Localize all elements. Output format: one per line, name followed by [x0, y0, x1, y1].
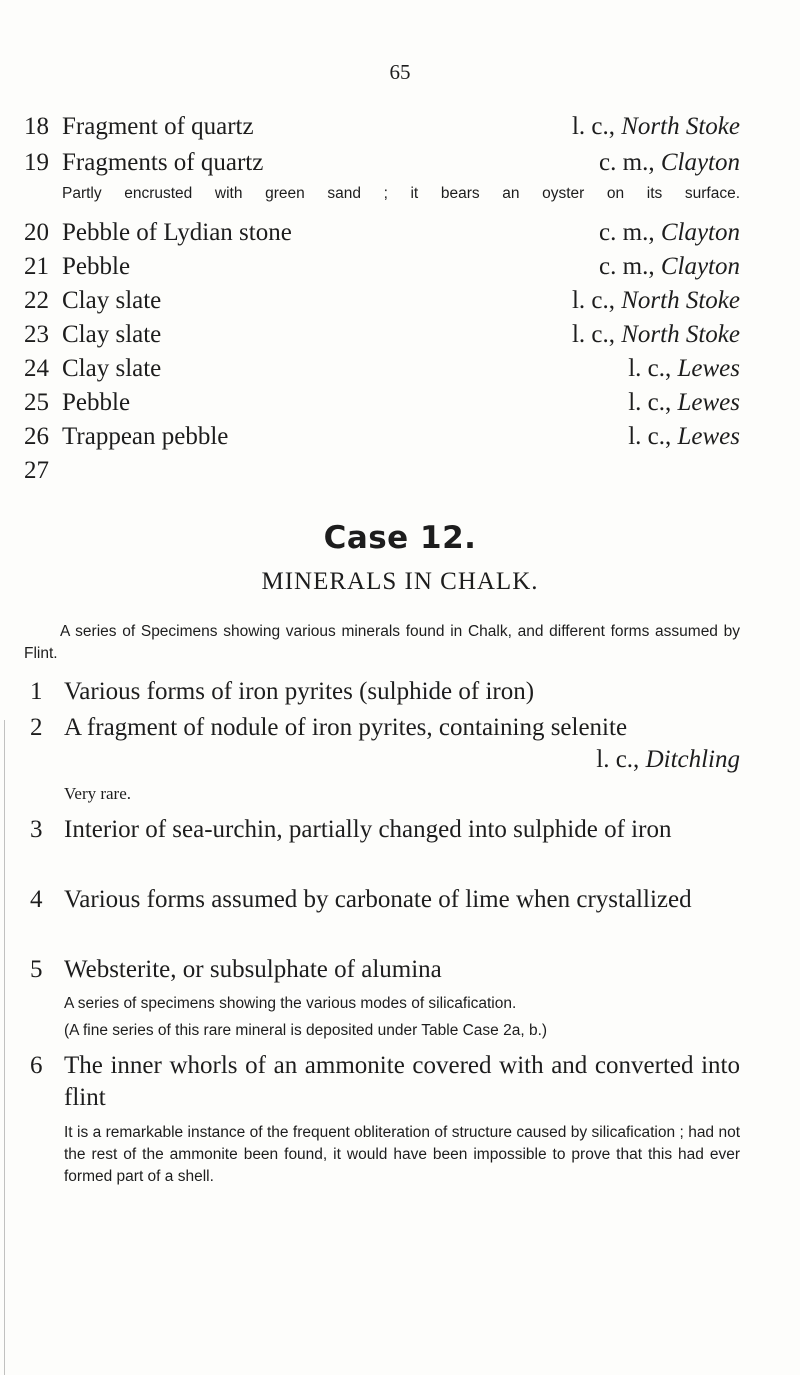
entry-location: l. c., Lewes — [628, 423, 740, 450]
entry-location: c. m., Clayton — [599, 219, 740, 246]
margin-rule — [4, 720, 5, 1375]
entry-number: 24 — [24, 355, 49, 382]
item-5-note: A series of specimens showing the various modes of silicafication. — [64, 995, 517, 1012]
entry-name: Clay slate — [62, 321, 162, 348]
entry-23 — [24, 320, 740, 350]
item-1 — [30, 676, 740, 708]
entry-24 — [24, 354, 740, 384]
item-text: Websterite, or subsulphate of alumina — [64, 956, 442, 983]
entry-number: 26 — [24, 423, 49, 450]
entry-number: 18 — [24, 113, 49, 140]
entry-number: 20 — [24, 219, 49, 246]
item-number: 6 — [30, 1052, 43, 1079]
item-2-note: Very rare. — [64, 784, 132, 803]
entry-19-note: Partly encrusted with green sand ; it bears an oyster on its surface. — [62, 185, 740, 202]
entry-19 — [24, 148, 740, 178]
entry-location: l. c., Lewes — [628, 389, 740, 416]
entry-number: 23 — [24, 321, 49, 348]
entry-location: l. c., Lewes — [628, 355, 740, 382]
item-4 — [30, 884, 740, 916]
entry-26 — [24, 422, 740, 452]
entry-name: Pebble — [62, 389, 131, 416]
item-text: Various forms of iron pyrites (sulphide of iron) — [64, 678, 535, 705]
item-number: 5 — [30, 956, 43, 983]
item-text: A fragment of nodule of iron pyrites, containing selenite — [64, 714, 628, 741]
item-2 — [30, 712, 740, 776]
item-5 — [30, 954, 740, 986]
entry-name: Fragment of quartz — [62, 113, 254, 140]
entry-name: Clay slate — [62, 355, 162, 382]
page-number: 65 — [389, 60, 411, 84]
entry-21 — [24, 252, 740, 282]
entry-number: 27 — [24, 457, 49, 484]
entry-location: c. m., Clayton — [599, 149, 740, 176]
item-location: l. c., Ditchling — [596, 746, 740, 773]
item-number: 4 — [30, 886, 43, 913]
case-subtitle: MINERALS IN CHALK. — [261, 568, 539, 595]
entry-27 — [24, 456, 740, 486]
entry-number: 22 — [24, 287, 49, 314]
entry-18 — [24, 112, 740, 142]
entry-location: c. m., Clayton — [599, 253, 740, 280]
entry-number: 25 — [24, 389, 49, 416]
entry-name: Pebble of Lydian stone — [62, 219, 292, 246]
entry-name: Pebble — [62, 253, 131, 280]
entry-location: l. c., North Stoke — [571, 113, 740, 140]
item-text: The inner whorls of an ammonite covered with and converted into flint — [64, 1052, 740, 1111]
case-title: Case 12. — [323, 520, 477, 556]
item-number: 1 — [30, 678, 43, 705]
item-6 — [30, 1050, 740, 1114]
entry-25 — [24, 388, 740, 418]
item-number: 3 — [30, 816, 43, 843]
entry-location: l. c., North Stoke — [571, 321, 740, 348]
entry-20 — [24, 218, 740, 248]
entry-number: 19 — [24, 149, 49, 176]
case-intro: A series of Specimens showing various minerals found in Chalk, and different forms assumed by Flint. — [24, 623, 740, 662]
entry-number: 21 — [24, 253, 49, 280]
entry-location: l. c., North Stoke — [571, 287, 740, 314]
item-3 — [30, 814, 740, 846]
item-text: Interior of sea-urchin, partially changed into sulphide of iron — [64, 816, 672, 843]
item-6-note: It is a remarkable instance of the frequent obliteration of structure caused by silicafication ; had not the rest of the ammonite been found, it would have been impossible to prove that this had ever formed part of a shell. — [64, 1124, 740, 1185]
entry-name: Fragments of quartz — [62, 149, 264, 176]
item-text: Various forms assumed by carbonate of lime when crystallized — [64, 886, 692, 913]
entry-name: Trappean pebble — [62, 423, 229, 450]
entry-name: Clay slate — [62, 287, 162, 314]
item-number: 2 — [30, 714, 43, 741]
entry-22 — [24, 286, 740, 316]
item-5-note-2: (A fine series of this rare mineral is deposited under Table Case 2a, b.) — [64, 1022, 548, 1039]
